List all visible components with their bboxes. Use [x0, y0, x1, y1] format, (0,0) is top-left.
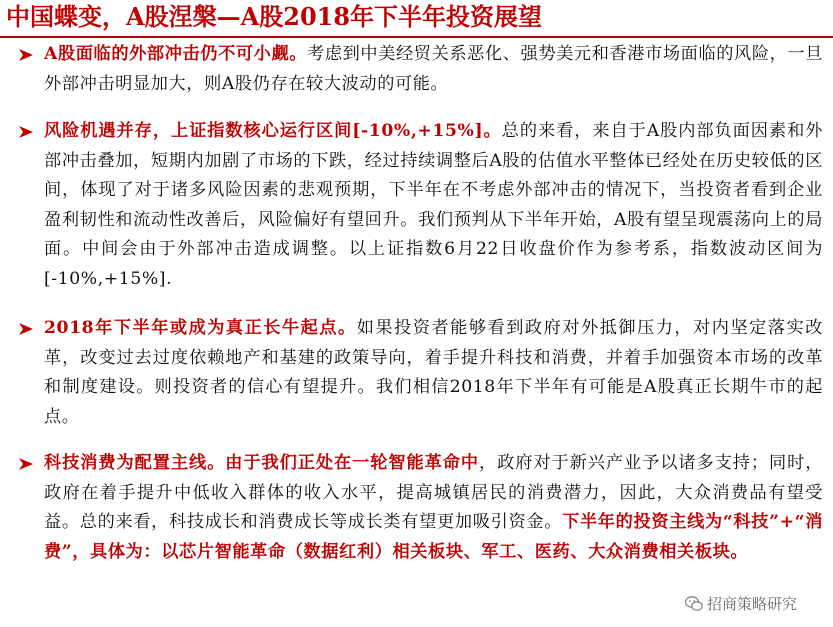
bullet-body: 总的来看，来自于A股内部负面因素和外部冲击叠加，短期内加剧了市场的下跌，经过持续调整后A股的估值水平整体已经处在历史较低的区间，体现了对于诸多风险因素的悲观预期，下半年在不考虑外部冲击的情况下，当投资者看到企业盈利韧性和流动性改善后，风险偏好有望回升。我们预判从下半年开始，A股有望呈现震荡向上的局面。中间会由于外部冲击造成调整。以上证指数6月22日收盘价作为参考系，指数波动区间为[-10%,+15%].	[44, 121, 824, 289]
bullet-item-external-shock	[0, 40, 833, 99]
bullet-body: 如果投资者能够看到政府对外抵御压力，对内坚定落实改革，改变过去过度依赖地产和基建的政策导向，着手提升科技和消费，并着手加强资本市场的改革和制度建设。则投资者的信心有望提升。我们相信2018年下半年有可能是A股真正长期牛市的起点。	[44, 318, 823, 427]
arrow-bullet-icon	[14, 314, 38, 343]
bullet-heading: A股面临的外部冲击仍不可小觑。	[44, 44, 308, 64]
wechat-icon	[685, 596, 703, 612]
bullet-list	[0, 40, 833, 567]
bullet-item-index-range	[0, 117, 833, 294]
arrow-bullet-icon	[14, 40, 38, 69]
bullet-highlight: 下半年的投资主线为“科技”+“消费”，具体为：以芯片智能革命（数据红利）相关板块、军工、医药、大众消费相关板块。	[44, 512, 823, 562]
bullet-body: ，政府对于新兴产业予以诸多支持；同时，政府在着手提升中低收入群体的收入水平，提高城镇居民的消费潜力，因此，大众消费品有望受益。总的来看，科技成长和消费成长等成长类有望更加吸引资金。	[44, 453, 824, 532]
page-title: 中国蝶变，A股涅槃—A股2018年下半年投资展望	[6, 2, 543, 31]
arrow-bullet-icon	[14, 449, 38, 478]
bullet-heading: 2018年下半年或成为真正长牛起点。	[44, 318, 357, 338]
bullet-item-allocation	[0, 449, 833, 567]
watermark-text: 招商策略研究	[706, 595, 797, 613]
watermark	[683, 593, 799, 614]
arrow-bullet-icon	[14, 117, 38, 146]
title-divider	[0, 36, 833, 38]
bullet-item-long-bull	[0, 314, 833, 432]
bullet-heading: 风险机遇并存，上证指数核心运行区间[-10%,+15%]。	[44, 121, 502, 141]
bullet-heading: 科技消费为配置主线。由于我们正处在一轮智能革命中	[44, 453, 479, 473]
bullet-body: 考虑到中美经贸关系恶化、强势美元和香港市场面临的风险，一旦外部冲击明显加大，则A股仍存在较大波动的可能。	[44, 44, 823, 94]
